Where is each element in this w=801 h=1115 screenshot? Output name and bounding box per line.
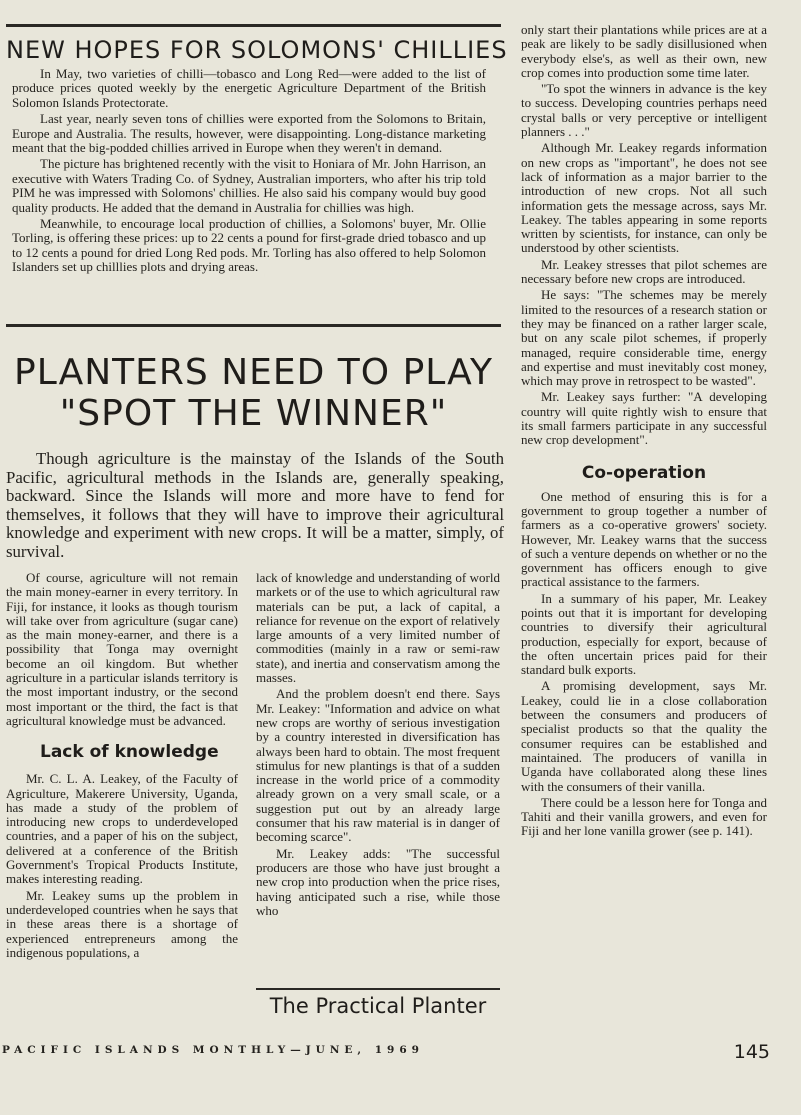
section-label: The Practical Planter <box>269 994 487 1018</box>
article-paragraph: Mr. C. L. A. Leakey, of the Faculty of Agriculture, Makerere University, Uganda, has made a study of the problem of introducing new crops to underdeveloped countries, and a paper of his on the subject, delivered at a conference of the British Government's Tropical Products Institute, makes interesting reading. <box>6 771 238 887</box>
article-paragraph: lack of knowledge and understanding of world markets or of the use to which agricultural raw materials can be put, a lack of capital, a reliance for revenue on the export of relatively large amounts of a very limited number of commodities (mainly in a raw or semi-raw state), and inertia and conservatism among the masses. <box>256 570 500 686</box>
article-paragraph: One method of ensuring this is for a government to group together a number of farmers as a co-operative growers' society. However, Mr. Leakey warns that the success of such a venture depends on whether or no the government has officers enough to give practical assistance to the farmers. <box>521 488 767 590</box>
article-paragraph: only start their plantations while prices are at a peak are likely to be sadly disillusioned when everybody else's, as well as their own, new crop comes into production some time later. <box>521 22 767 80</box>
chillies-paragraph: In May, two varieties of chilli—tobasco and Long Red—were added to the list of produce prices quoted weekly by the energetic Agriculture Department of the British Solomon Islands Protectorate. <box>12 66 486 110</box>
chillies-headline: NEW HOPES FOR SOLOMONS' CHILLIES <box>6 36 508 64</box>
article-paragraph: And the problem doesn't end there. Says Mr. Leakey: "Information and advice on what new crops are worthy of serious investigation by a country interested in diversification has always been hard to obtain. The most frequent stimulus for new plantings is that of a sudden increase in the world price of a commodity already grown on a very small scale, or a suggestion put out by an already large consumer that his raw material is in danger of becoming scarce". <box>256 686 500 845</box>
magazine-footer: PACIFIC ISLANDS MONTHLY—JUNE, 1969 <box>2 1044 424 1056</box>
article-paragraph: "To spot the winners in advance is the key to success. Developing countries perhaps need crystal balls or very perceptive or intelligent planners . . ." <box>521 81 767 140</box>
planters-headline-line1: PLANTERS NEED TO PLAY <box>14 352 493 393</box>
article-column-2 <box>256 571 500 920</box>
article-paragraph: A promising development, says Mr. Leakey, could lie in a close collaboration between the consumers and producers of specialist products so that the quality the consumer requires can be established and maintained. The producers of vanilla in Uganda have collaborated along these lines with the consumers of their vanilla. <box>521 678 767 794</box>
article-paragraph: Mr. Leakey says further: "A developing country will quite rightly wish to ensure that its small farmers participate in any successful new crop development". <box>521 389 767 448</box>
chillies-paragraph: The picture has brightened recently with the visit to Honiara of Mr. John Harrison, an executive with Waters Trading Co. of Sydney, Australian importers, who after his trip told PIM he was impressed with Solomons' chillies. He also said his company would buy good quality products. He added that the demand in Australia for chillies was high. <box>12 156 486 215</box>
section-rule <box>6 324 501 327</box>
article-paragraph: He says: "The schemes may be merely limited to the resources of a research station or they may be financed on a rather larger scale, but on any scale pilot schemes, if properly managed, require considerable time, energy and expertise and must inevitably cost money, which may prove in retrospect to be wasted". <box>521 287 767 389</box>
planters-headline-line2: "SPOT THE WINNER" <box>59 393 448 434</box>
article-paragraph: In a summary of his paper, Mr. Leakey points out that it is important for developing countries to diversify their agricultural production, especially for export, because of the often uncertain prices paid for their standard bulk exports. <box>521 590 767 678</box>
article-paragraph: Although Mr. Leakey regards information on new crops as "important", he does not see lack of information as a major barrier to the introduction of new crops. Not all such information gets the message across, says Mr. Leakey. The tables appearing in some reports written by scientists, for instance, can only be understood by other scientists. <box>521 140 767 256</box>
article-paragraph: There could be a lesson here for Tonga and Tahiti and their vanilla growers, and even for Fiji and her lone vanilla grower (see p. 141). <box>521 794 767 839</box>
chillies-story <box>12 67 486 277</box>
top-rule <box>6 24 501 27</box>
article-paragraph: Of course, agriculture will not remain the main money-earner in every territory. In Fiji, for instance, it looks as though tourism will take over from agriculture (sugar cane) as the main money-earner, and there is a possibility that Tonga may overnight become an oil kingdom. But whether agriculture in a particular islands territory is the most important industry, or the second most important or the third, the fact is that agricultural knowledge must be advanced. <box>6 570 238 728</box>
article-paragraph: Mr. Leakey stresses that pilot schemes are necessary before new crops are introduced. <box>521 256 767 287</box>
subhead-co-operation: Co-operation <box>581 462 707 483</box>
planters-lead <box>6 450 504 562</box>
article-column-3 <box>521 23 767 841</box>
subhead-lack-of-knowledge: Lack of knowledge <box>40 742 219 763</box>
lead-paragraph: Though agriculture is the mainstay of the Islands of the South Pacific, agricultural methods in the Islands are, generally speaking, backward. Since the Islands will more and more have to fend for themselves, it follows that they will have to improve their agricultural knowledge and experiment with new crops. It will be a matter, simply, of survival. <box>6 449 504 561</box>
page-number: 145 <box>733 1041 770 1063</box>
article-paragraph: Mr. Leakey sums up the problem in underdeveloped countries when he says that in these areas there is a shortage of experienced entrepreneurs among the indigenous populations, a <box>6 887 238 960</box>
chillies-paragraph: Last year, nearly seven tons of chillies were exported from the Solomons to Britain, Europe and Australia. The results, however, were disappointing. Long-distance marketing meant that the big-podded chillies arrived in Europe when they weren't in demand. <box>12 111 486 156</box>
article-column-1 <box>6 571 238 962</box>
chillies-paragraph: Meanwhile, to encourage local production of chillies, a Solomons' buyer, Mr. Ollie Torling, is offering these prices: up to 22 cents a pound for first-grade dried tobasco and up to 12 cents a pound for dried Long Red pods. Mr. Torling has also offered to help Solomon Islanders set up chilllies plots and drying areas. <box>12 216 486 275</box>
section-label-rule <box>256 988 500 990</box>
article-paragraph: Mr. Leakey adds: "The successful producers are those who have just brought a new crop into production when the price rises, having anticipated such a rise, while those who <box>256 845 500 918</box>
